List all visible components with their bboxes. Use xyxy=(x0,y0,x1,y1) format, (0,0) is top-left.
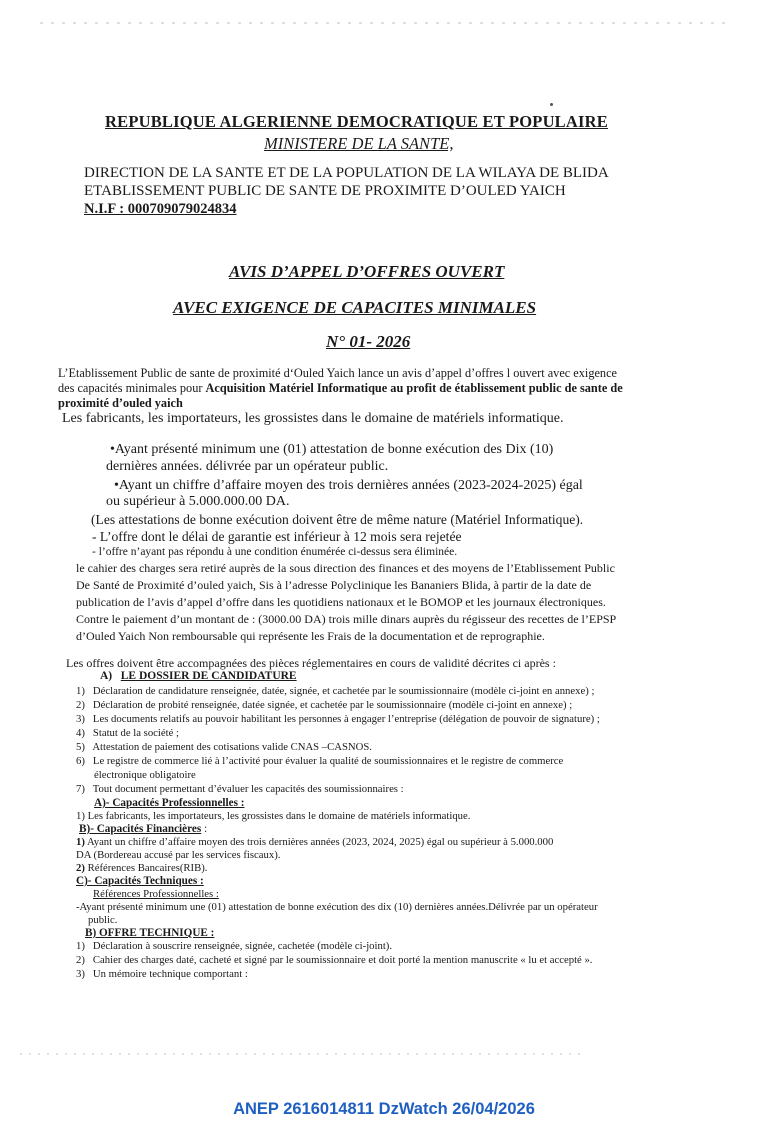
dossier-item-3: 3) Les documents relatifs au pouvoir habilitant les personnes à engager l’entreprise (délégation de pouvoir de signature) ; xyxy=(76,713,600,725)
title-number: N° 01- 2026 xyxy=(326,332,411,351)
dossier-item-2: 2) Déclaration de probité renseignée, datée signée, et cachetée par le soumissionnaire (modèle ci-joint en annexe) ; xyxy=(76,699,573,711)
tech-capacities-item-cont: public. xyxy=(88,914,118,926)
technique-item-3: 3) Un mémoire technique comportant : xyxy=(76,968,248,980)
fin-capacities-item-1-cont: DA (Bordereau accusé par les services fiscaux). xyxy=(76,849,281,861)
prof-capacities-heading: A)- Capacités Professionnelles : xyxy=(94,797,245,809)
condition-2a: •Ayant un chiffre d’affaire moyen des trois dernières années (2023-2024-2025) égal xyxy=(114,478,583,493)
dossier-item-6-cont: électronique obligatoire xyxy=(94,769,196,781)
ministry-heading: MINISTERE DE LA SANTE, xyxy=(264,134,454,153)
scan-artifact-top xyxy=(40,22,730,24)
fin-capacities-item-1: 1) Ayant un chiffre d’affaire moyen des trois dernières années (2023, 2024, 2025) égal ou supérieur à 5.000.000 xyxy=(76,836,554,848)
technique-item-2: 2) Cahier des charges daté, cacheté et signé par le soumissionnaire et doit porté la mention manuscrite « lu et accepté ». xyxy=(76,954,593,966)
technique-item-1: 1) Déclaration à souscrire renseignée, signée, cachetée (modèle ci-joint). xyxy=(76,940,393,952)
scan-dot xyxy=(550,103,553,106)
condition-5: - l’offre n’ayant pas répondu à une condition énumérée ci-dessus sera éliminée. xyxy=(92,546,458,558)
condition-2b: ou supérieur à 5.000.000.00 DA. xyxy=(106,494,290,509)
nif-line: N.I.F : 000709079024834 xyxy=(84,201,237,217)
dossier-item-4: 4) Statut de la société ; xyxy=(76,727,179,739)
section-b-heading: B) OFFRE TECHNIQUE : xyxy=(85,927,215,939)
republic-heading: REPUBLIQUE ALGERIENNE DEMOCRATIQUE ET POPULAIRE xyxy=(105,112,608,131)
section-a-heading: A) LE DOSSIER DE CANDIDATURE xyxy=(100,670,297,682)
tech-references-heading: Références Professionnelles : xyxy=(93,888,219,900)
intro-line-3: proximité d’ouled yaich xyxy=(58,396,183,410)
offers-intro: Les offres doivent être accompagnées des pièces réglementaires en cours de validité décrites ci après : xyxy=(66,656,556,670)
scan-artifact-bottom xyxy=(20,1053,580,1055)
condition-1a: •Ayant présenté minimum une (01) attestation de bonne exécution des Dix (10) xyxy=(110,442,554,457)
dossier-item-7: 7) Tout document permettant d’évaluer les capacités des soumissionnaires : xyxy=(76,783,404,795)
intro-line-2: des capacités minimales pour Acquisition Matériel Informatique au profit de établissement public de sante de xyxy=(58,381,623,395)
establishment-line: ETABLISSEMENT PUBLIC DE SANTE DE PROXIMITE D’OULED YAICH xyxy=(84,183,566,199)
condition-1b: dernières années. délivrée par un opérateur public. xyxy=(106,459,389,474)
footer-watermark: ANEP 2616014811 DzWatch 26/04/2026 xyxy=(233,1100,535,1118)
title-line-1: AVIS D’APPEL D’OFFRES OUVERT xyxy=(229,262,505,281)
retrieval-line-3: publication de l’avis d’appel d’offre dans les quotidiens nationaux et le BOMOP et les journaux électroniques. xyxy=(76,595,606,609)
fin-capacities-item-2: 2) Références Bancaires(RIB). xyxy=(76,862,208,874)
retrieval-line-2: De Santé de Proximité d’ouled yaich, Sis à l’adresse Polyclinique les Bananiers Blida, à partir de la date de xyxy=(76,578,592,592)
prof-capacities-item: 1) Les fabricants, les importateurs, les grossistes dans le domaine de matériels informatique. xyxy=(76,810,471,822)
retrieval-line-4: Contre le paiement d’un montant de : (3000.00 DA) trois mille dinars auprès du régisseur des recettes de l’EPSP xyxy=(76,612,617,626)
direction-line: DIRECTION DE LA SANTE ET DE LA POPULATION DE LA WILAYA DE BLIDA xyxy=(84,165,609,181)
title-line-2: AVEC EXIGENCE DE CAPACITES MINIMALES xyxy=(173,298,537,317)
dossier-item-5: 5) Attestation de paiement des cotisations valide CNAS –CASNOS. xyxy=(76,741,372,753)
tech-capacities-item: -Ayant présenté minimum une (01) attestation de bonne exécution des dix (10) dernières années.Délivrée par un opérateur xyxy=(76,901,598,913)
condition-3: (Les attestations de bonne exécution doivent être de même nature (Matériel Informatique). xyxy=(91,512,584,527)
condition-4: - L’offre dont le délai de garantie est inférieur à 12 mois sera rejetée xyxy=(92,529,462,544)
intro-line-4: Les fabricants, les importateurs, les grossistes dans le domaine de matériels informatique. xyxy=(62,411,564,426)
retrieval-line-5: d’Ouled Yaich Non remboursable qui représente les Frais de la documentation et de reprographie. xyxy=(76,629,545,643)
tech-capacities-heading: C)- Capacités Techniques : xyxy=(76,875,204,887)
fin-capacities-heading: B)- Capacités Financières : xyxy=(79,823,208,835)
dossier-item-6: 6) Le registre de commerce lié à l’activité pour évaluer la qualité de soumissionnaires et le registre de commerce xyxy=(76,755,564,767)
dossier-item-1: 1) Déclaration de candidature renseignée, datée, signée, et cachetée par le soumissionnaire (modèle ci-joint en annexe) ; xyxy=(76,685,595,697)
retrieval-line-1: le cahier des charges sera retiré auprès de la sous direction des finances et des moyens de l’Etablissement Public xyxy=(76,561,615,575)
intro-line-1: L’Etablissement Public de sante de proximité d‘Ouled Yaich lance un avis d’appel d’offres l ouvert avec exigence xyxy=(58,366,617,380)
